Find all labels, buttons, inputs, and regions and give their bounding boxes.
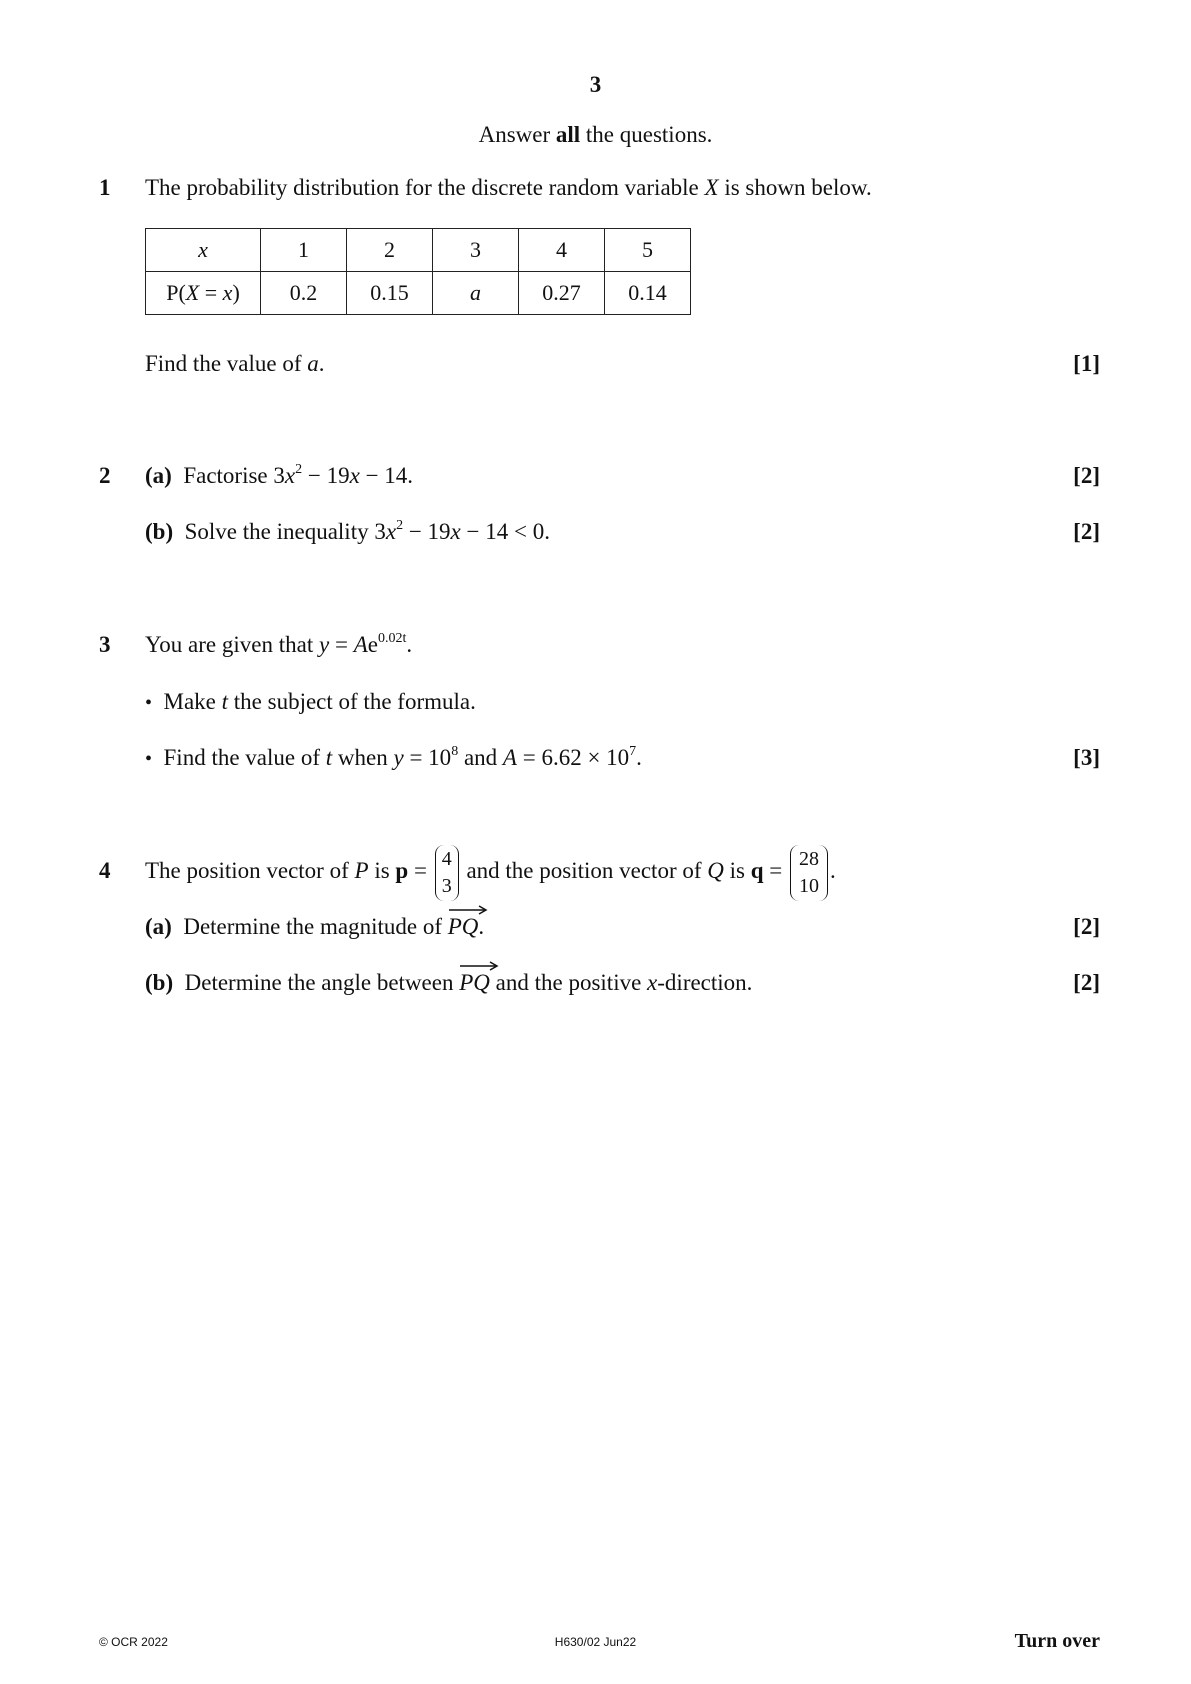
table-header-x: x: [146, 229, 261, 272]
question-2b: (b) Solve the inequality $3x^2 - 19x - 14 < 0$.: [145, 518, 550, 544]
footer-paper-code: H630/02 Jun22: [554, 1635, 637, 1649]
question-3-number: 3: [99, 632, 111, 657]
question-1-number: 1: [99, 175, 111, 200]
vector-pq: PQ: [459, 969, 490, 997]
table-row: [146, 229, 691, 272]
page-number: 3: [589, 72, 602, 97]
table-cell: 0.14: [605, 272, 691, 315]
vector-q: 28 10: [790, 845, 828, 901]
question-4-number: 4: [99, 858, 111, 883]
arrow-icon: [459, 961, 499, 971]
question-4b: (b) Determine the angle between PQ and the positive x-direction.: [145, 969, 752, 997]
vector-pq: PQ: [448, 913, 479, 941]
table-cell: 4: [519, 229, 605, 272]
table-cell: 3: [433, 229, 519, 272]
question-3-intro: You are given that $y = Ae^{0.02t}$.: [145, 631, 413, 657]
question-2a: (a) Factorise $3x^2 - 19x - 14$.: [145, 462, 414, 488]
probability-table: [145, 228, 691, 315]
question-4-intro: The position vector of P is p = 4 3 and the position vector of Q is q = 28 10 .: [145, 843, 836, 901]
footer-copyright: © OCR 2022: [99, 1635, 168, 1649]
vector-p: 4 3: [435, 845, 459, 901]
table-cell: 1: [261, 229, 347, 272]
table-cell: 0.27: [519, 272, 605, 315]
question-3-bullet-2: • Find the value of t when $y = 10^8$ and $A = 6.62 \times 10^7$.: [145, 744, 642, 770]
question-4b-marks: [2]: [1073, 970, 1100, 995]
table-cell-unknown: a: [433, 272, 519, 315]
bullet-icon: •: [145, 748, 153, 770]
turn-over: Turn over: [1014, 1630, 1100, 1652]
question-2-number: 2: [99, 463, 111, 488]
table-cell: 2: [347, 229, 433, 272]
question-3-marks: [3]: [1073, 745, 1100, 770]
table-row: [146, 272, 691, 315]
question-2b-marks: [2]: [1073, 519, 1100, 544]
question-1-intro: The probability distribution for the discrete random variable X is shown below.: [145, 175, 872, 200]
question-4a-marks: [2]: [1073, 914, 1100, 939]
table-cell: 0.2: [261, 272, 347, 315]
table-header-probability: P(X = x): [146, 272, 261, 315]
question-2a-marks: [2]: [1073, 463, 1100, 488]
question-1-marks: [1]: [1073, 351, 1100, 376]
bullet-icon: •: [145, 692, 153, 714]
question-4a: (a) Determine the magnitude of PQ.: [145, 913, 484, 941]
table-cell: 5: [605, 229, 691, 272]
table-cell: 0.15: [347, 272, 433, 315]
arrow-icon: [448, 905, 488, 915]
question-3-bullet-1: • Make t the subject of the formula.: [145, 689, 476, 714]
question-1-task: Find the value of a.: [145, 351, 325, 376]
instruction: Answer all the questions.: [478, 122, 713, 147]
